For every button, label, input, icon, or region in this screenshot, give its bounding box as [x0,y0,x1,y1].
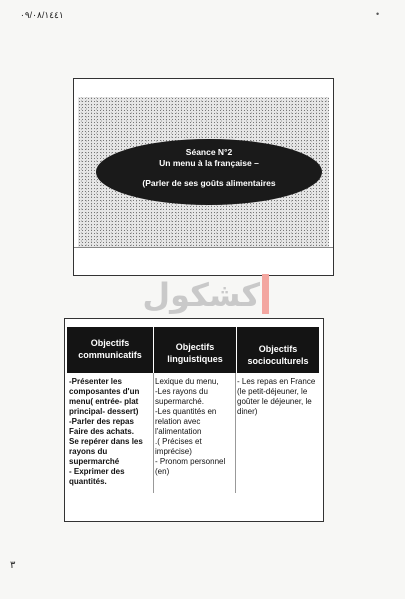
objective-line: -Présenter les [69,377,122,386]
objective-line: diner) [237,407,258,416]
objective-line: (en) [155,467,170,476]
objective-line: relation avec [155,417,201,426]
objective-line: -Les quantités en [155,407,217,416]
objective-line: goûter le déjeuner, le [237,397,312,406]
watermark-logo [138,272,274,320]
header-label: Objectifs [90,338,130,348]
objective-line: - Pronom personnel [155,457,226,466]
session-title: Un menu à la française – [159,158,259,168]
title-ellipse [96,139,322,205]
objective-line: .( Précises et [155,437,202,446]
session-subtitle: (Parler de ses goûts alimentaires [142,178,276,188]
objective-line: supermarché. [155,397,204,406]
objective-line: - Les repas en France [237,377,316,386]
slide-objectives [64,318,324,522]
objective-line: Faire des achats. [69,427,134,436]
header-communicatifs [67,327,153,373]
header-label: Objectifs [175,342,215,352]
objective-line: imprécise) [155,447,192,456]
slide-divider [74,247,333,248]
header-linguistiques [154,327,236,373]
session-number: Séance N°2 [185,147,233,157]
watermark-bar [262,274,269,314]
objective-line: menu( entrée- plat [69,397,139,406]
objective-line: -Les rayons du [155,387,208,396]
objective-line: quantités. [69,477,107,486]
header-label: linguistiques [167,354,223,364]
objective-line: Se repérer dans les [69,437,143,446]
objective-line: Lexique du menu, [155,377,219,386]
objectives-header-row [67,327,319,373]
objective-line: composantes d'un [69,387,140,396]
objective-line: principal- dessert) [69,407,139,416]
column-socioculturels [237,377,319,417]
watermark-text: كشكول [142,276,260,314]
objective-line: -Parler des repas [69,417,134,426]
page-number: ٣ [10,560,16,571]
objective-line: (le petit-déjeuner, le [237,387,308,396]
corner-mark: • [376,9,380,19]
column-linguistiques [155,377,235,477]
column-divider [235,373,236,493]
objective-line: l'alimentation [155,427,202,436]
column-communicatifs [69,377,151,487]
column-divider [153,373,154,493]
header-label: Objectifs [258,344,298,354]
header-label: socioculturels [247,356,309,366]
objective-line: - Exprimer des [69,467,125,476]
objective-line: rayons du [69,447,108,456]
slide-title [73,78,334,276]
objective-line: supermarché [69,457,120,466]
date-stamp: ٠٩/٠٨/١٤٤١ [20,10,64,20]
header-socioculturels [237,327,319,373]
header-label: communicatifs [78,350,142,360]
